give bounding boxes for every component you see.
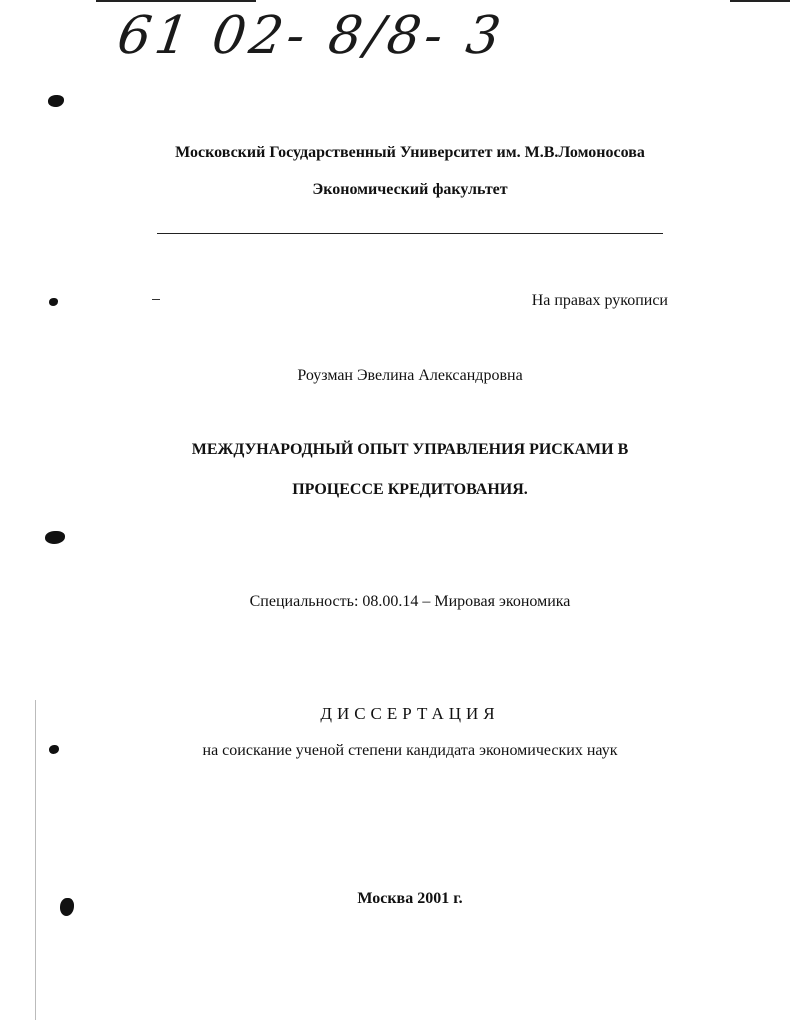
scan-edge-mark: [730, 0, 790, 2]
scan-speck: [152, 299, 160, 300]
handwritten-catalog-number: 61 02- 8/8- 3: [113, 6, 509, 66]
author-name: Роузман Эвелина Александровна: [297, 367, 523, 384]
scan-edge-mark: [96, 0, 256, 2]
faculty-name: Экономический факультет: [312, 181, 508, 198]
document-type: ДИССЕРТАЦИЯ: [320, 704, 500, 723]
specialty: Специальность: 08.00.14 – Мировая экономика: [249, 593, 571, 610]
divider-line: [157, 233, 663, 234]
city-and-year: Москва 2001 г.: [357, 890, 463, 907]
manuscript-rights-note: На правах рукописи: [531, 292, 668, 309]
degree-statement: на соискание ученой степени кандидата экономических наук: [202, 742, 618, 759]
dissertation-title-line-1: МЕЖДУНАРОДНЫЙ ОПЫТ УПРАВЛЕНИЯ РИСКАМИ В: [191, 441, 629, 458]
punch-hole-mark: [49, 298, 58, 306]
university-name: Московский Государственный Университет им. М.В.Ломоносова: [175, 144, 645, 161]
dissertation-title-line-2: ПРОЦЕССЕ КРЕДИТОВАНИЯ.: [292, 481, 528, 498]
punch-hole-mark: [48, 95, 64, 107]
punch-hole-mark: [45, 531, 65, 544]
